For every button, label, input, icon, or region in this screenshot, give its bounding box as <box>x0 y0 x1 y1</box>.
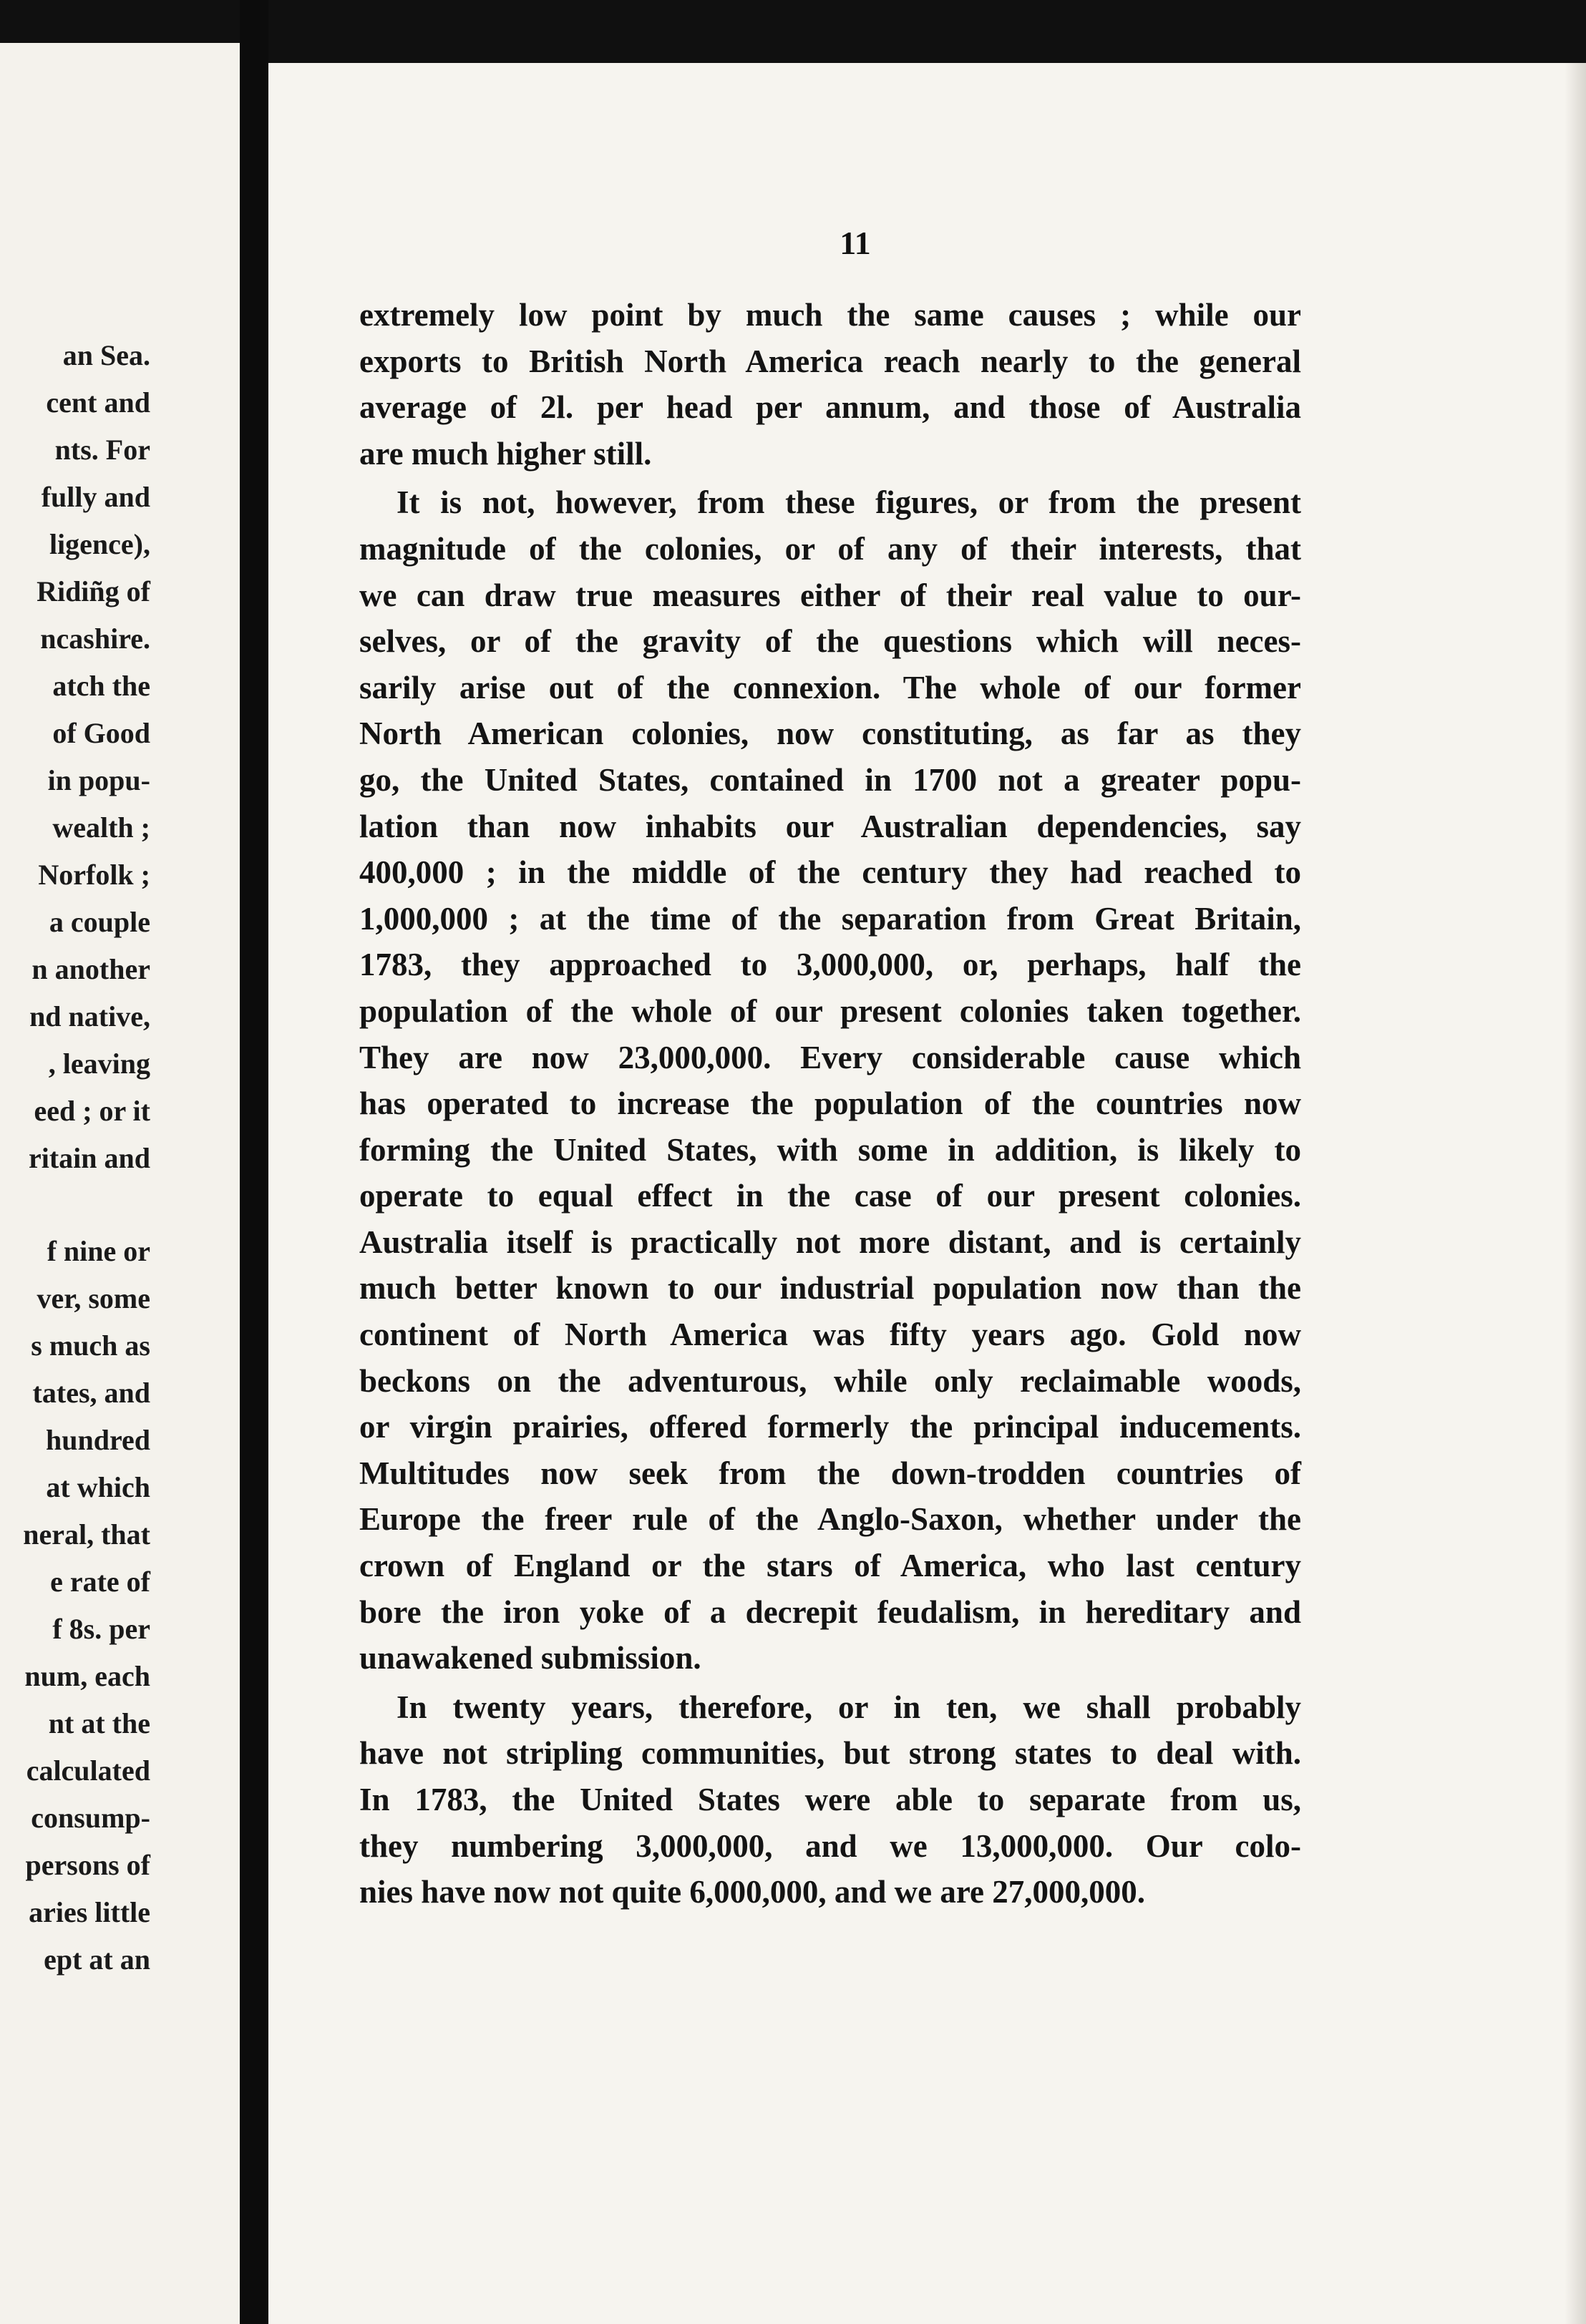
text-line: much better known to our industrial population now than the <box>359 1270 1301 1307</box>
text-line: Multitudes now seek from the down-trodden countries of <box>359 1455 1301 1491</box>
left-page-line: nts. For <box>54 434 150 466</box>
left-page-line: f 8s. per <box>52 1613 150 1645</box>
text-line: exports to British North America reach nearly to the general <box>359 343 1301 379</box>
text-line: continent of North America was fifty years ago. Gold now <box>359 1317 1301 1353</box>
text-line: 1783, they approached to 3,000,000, or, perhaps, half the <box>359 947 1301 983</box>
text-line: In twenty years, therefore, or in ten, we shall probably <box>396 1689 1301 1725</box>
left-page-line: in popu- <box>47 764 150 796</box>
text-line: operate to equal effect in the case of our present colonies. <box>359 1178 1301 1214</box>
left-page-line: fully and <box>41 481 150 513</box>
text-line: It is not, however, from these figures, or from the present <box>396 484 1301 521</box>
text-line: extremely low point by much the same causes ; while our <box>359 297 1301 333</box>
text-line: They are now 23,000,000. Every considerable cause which <box>359 1039 1301 1075</box>
left-page-line: ligence), <box>49 528 150 560</box>
text-line: 400,000 ; in the middle of the century they had reached to <box>359 854 1301 891</box>
text-line: unawakened submission. <box>359 1640 701 1676</box>
left-page-line: eed ; or it <box>34 1095 150 1127</box>
left-page-text <box>0 332 150 1983</box>
text-line: North American colonies, now constituting, as far as they <box>359 716 1301 752</box>
left-page-fragment <box>0 43 240 2324</box>
left-page-line: persons of <box>25 1849 150 1881</box>
left-page-line: e rate of <box>50 1566 150 1598</box>
text-line: sarily arise out of the connexion. The whole of our former <box>359 669 1301 706</box>
right-page <box>268 63 1586 2324</box>
left-page-line: a couple <box>49 906 150 938</box>
left-page-line: ept at an <box>44 1943 150 1976</box>
text-line: average of 2l. per head per annum, and those of Australia <box>359 389 1301 426</box>
left-page-line: s much as <box>31 1329 150 1362</box>
left-page-line: wealth ; <box>52 811 150 844</box>
text-line: beckons on the adventurous, while only reclaimable woods, <box>359 1362 1301 1399</box>
text-line: Europe the freer rule of the Anglo-Saxon, whether under the <box>359 1501 1301 1538</box>
page-number: 11 <box>840 225 871 261</box>
left-page-line: ritain and <box>28 1142 150 1174</box>
left-page-line: f nine or <box>47 1235 150 1267</box>
left-page-line: nt at the <box>48 1707 150 1739</box>
text-line: magnitude of the colonies, or of any of their interests, that <box>359 530 1301 567</box>
text-line: In 1783, the United States were able to separate from us, <box>359 1782 1301 1817</box>
page-edge-shadow <box>1565 63 1586 2324</box>
left-page-line: neral, that <box>23 1518 150 1551</box>
text-line: bore the iron yoke of a decrepit feudalism, in hereditary and <box>359 1593 1301 1630</box>
left-page-line: tates, and <box>32 1377 150 1409</box>
text-line: or virgin prairies, offered formerly the principal inducements. <box>359 1409 1301 1445</box>
text-line: we can draw true measures either of their real value to our- <box>359 577 1301 613</box>
left-page-line: of Good <box>52 717 150 749</box>
text-line: are much higher still. <box>359 435 652 472</box>
text-line: nies have now not quite 6,000,000, and we are 27,000,000. <box>359 1874 1145 1910</box>
text-line: selves, or of the gravity of the questions which will neces- <box>359 623 1301 660</box>
paragraph <box>359 479 1301 1681</box>
paragraph <box>359 1684 1301 1915</box>
left-page-line: at which <box>46 1471 150 1503</box>
text-line: have not stripling communities, but strong states to deal with. <box>359 1735 1301 1772</box>
text-line: lation than now inhabits our Australian dependencies, say <box>359 808 1301 844</box>
left-page-line: ver, some <box>37 1282 150 1314</box>
left-page-line: nd native, <box>29 1000 150 1032</box>
left-page-line: aries little <box>29 1896 150 1928</box>
left-page-line: hundred <box>45 1424 150 1456</box>
text-line: crown of England or the stars of America, who last century <box>359 1548 1301 1584</box>
page-body-text <box>359 292 1301 1915</box>
book-gutter <box>240 0 268 2324</box>
text-line: has operated to increase the population of the countries now <box>359 1085 1301 1122</box>
text-line: Australia itself is practically not more distant, and is certainly <box>359 1224 1301 1260</box>
text-line: they numbering 3,000,000, and we 13,000,000. Our colo- <box>359 1827 1301 1864</box>
left-page-line: Ridiñg of <box>37 575 150 607</box>
left-page-line: , leaving <box>48 1048 150 1080</box>
paragraph <box>359 292 1301 477</box>
left-page-line: num, each <box>24 1660 150 1692</box>
text-line: 1,000,000 ; at the time of the separation from Great Britain, <box>359 900 1301 937</box>
left-page-line: Norfolk ; <box>38 859 150 891</box>
left-page-line: ncashire. <box>40 622 150 655</box>
text-line: go, the United States, contained in 1700 not a greater popu- <box>359 761 1301 798</box>
left-page-line: consump- <box>31 1802 150 1834</box>
text-line: forming the United States, with some in addition, is likely to <box>359 1131 1301 1168</box>
text-line: population of the whole of our present colonies taken together. <box>359 992 1301 1029</box>
left-page-line: calculated <box>26 1754 150 1787</box>
left-page-line: n another <box>31 953 150 985</box>
left-page-line: cent and <box>46 386 150 419</box>
left-page-line: atch the <box>52 670 150 702</box>
left-page-line: an Sea. <box>62 339 150 371</box>
